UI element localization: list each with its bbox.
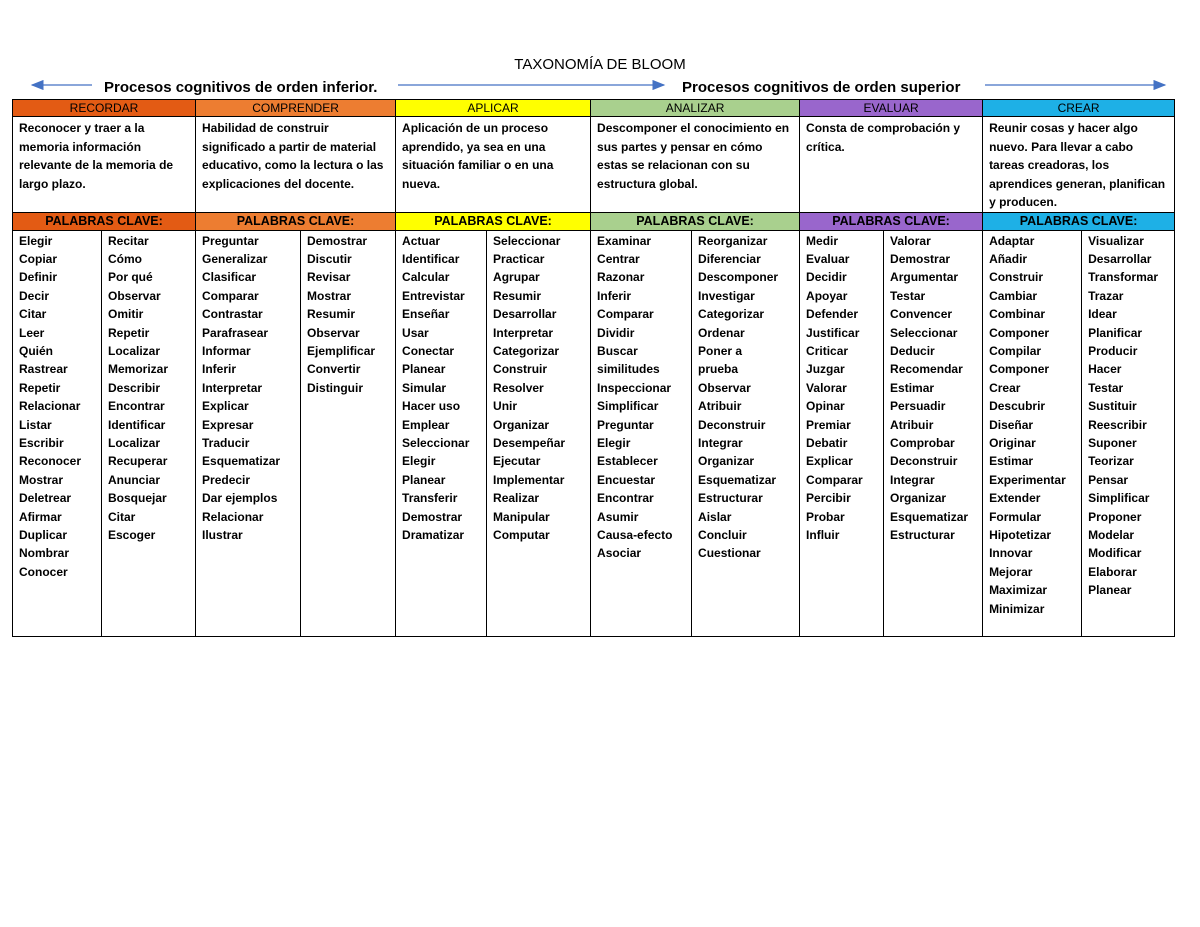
keyword-header-row xyxy=(13,212,1175,230)
lower-order-label: Procesos cognitivos de orden inferior. xyxy=(104,79,378,96)
keyword: Leer xyxy=(19,325,45,340)
keyword: Dar ejemplos xyxy=(202,491,278,506)
keyword: Simplificar xyxy=(1088,491,1150,506)
keyword: Planear xyxy=(402,362,446,377)
keyword: Componer xyxy=(989,362,1050,377)
keyword: Atribuir xyxy=(890,417,934,432)
keyword: Comprobar xyxy=(890,435,955,450)
keyword: Premiar xyxy=(806,417,851,432)
keyword: Enseñar xyxy=(402,307,450,322)
keywords-header-crear: PALABRAS CLAVE: xyxy=(983,212,1175,230)
keyword: Recitar xyxy=(108,233,149,248)
keyword: Ejemplificar xyxy=(307,343,376,358)
keyword: Comparar xyxy=(597,307,654,322)
keyword-list-recordar-col1 xyxy=(13,230,102,636)
category-header-row xyxy=(13,100,1175,117)
category-definition-recordar: Reconocer y traer a la memoria información relevante de la memoria de largo plazo. xyxy=(13,117,196,213)
keyword: Entrevistar xyxy=(402,288,465,303)
keyword-list-aplicar-col1 xyxy=(396,230,487,636)
keyword: Convencer xyxy=(890,307,953,322)
keyword: Cambiar xyxy=(989,288,1038,303)
keyword: Elegir xyxy=(402,454,436,469)
keyword: Identificar xyxy=(402,251,460,266)
keyword: Resolver xyxy=(493,380,544,395)
keyword: Convertir xyxy=(307,362,361,377)
page-title: TAXONOMÍA DE BLOOM xyxy=(514,56,686,73)
keyword: Parafrasear xyxy=(202,325,269,340)
keyword-list-recordar-col2 xyxy=(102,230,196,636)
keyword: Idear xyxy=(1088,307,1117,322)
keyword: Informar xyxy=(202,343,251,358)
keyword: Valorar xyxy=(806,380,847,395)
keyword: Desarrollar xyxy=(1088,251,1152,266)
keyword: Razonar xyxy=(597,270,645,285)
keyword: Planear xyxy=(402,472,446,487)
keyword: Transferir xyxy=(402,491,458,506)
keyword: Combinar xyxy=(989,307,1046,322)
keyword: Citar xyxy=(108,509,136,524)
keyword: Mejorar xyxy=(989,564,1033,579)
keyword: Estructurar xyxy=(698,491,763,506)
keyword: Relacionar xyxy=(19,399,81,414)
keyword: Organizar xyxy=(493,417,550,432)
keyword: Mostrar xyxy=(19,472,64,487)
keyword: Realizar xyxy=(493,491,540,506)
keyword: Esquematizar xyxy=(698,472,777,487)
keyword: Localizar xyxy=(108,343,161,358)
keyword-list-analizar-col2 xyxy=(692,230,800,636)
keyword: Por qué xyxy=(108,270,153,285)
keyword: Percibir xyxy=(806,491,851,506)
keyword: Modelar xyxy=(1088,528,1135,542)
keyword: Criticar xyxy=(806,343,849,358)
keyword: Computar xyxy=(493,528,550,542)
keyword: Diseñar xyxy=(989,417,1034,432)
keyword: Observar xyxy=(108,288,161,303)
keywords-header-aplicar: PALABRAS CLAVE: xyxy=(396,212,591,230)
keyword: Unir xyxy=(493,399,518,414)
keyword: Listar xyxy=(19,417,52,432)
keyword: Debatir xyxy=(806,435,848,450)
keyword: Afirmar xyxy=(19,509,62,524)
keyword: Comparar xyxy=(202,288,259,303)
category-header-comprender: COMPRENDER xyxy=(196,100,396,117)
keyword: prueba xyxy=(698,362,739,377)
keyword: Revisar xyxy=(307,270,351,285)
keyword: Bosquejar xyxy=(108,491,167,506)
keyword: Preguntar xyxy=(202,233,259,248)
keyword: Manipular xyxy=(493,509,550,524)
definition-row xyxy=(13,117,1175,213)
keyword: Influir xyxy=(806,528,840,542)
keyword: Ejecutar xyxy=(493,454,541,469)
keyword: Modificar xyxy=(1088,546,1142,561)
keyword: Categorizar xyxy=(698,307,765,322)
keyword: Rastrear xyxy=(19,362,68,377)
keyword: Actuar xyxy=(402,233,441,248)
keyword: Evaluar xyxy=(806,251,850,266)
keyword: Escoger xyxy=(108,528,156,542)
keyword: Elaborar xyxy=(1088,564,1137,579)
keyword: Investigar xyxy=(698,288,755,303)
keyword: Pensar xyxy=(1088,472,1129,487)
keyword: Estimar xyxy=(989,454,1034,469)
keyword-list-evaluar-col2 xyxy=(884,230,983,636)
keyword: Usar xyxy=(402,325,429,340)
keyword: Medir xyxy=(806,233,839,248)
keyword: Reorganizar xyxy=(698,233,768,248)
keyword: Integrar xyxy=(890,472,935,487)
keywords-header-comprender: PALABRAS CLAVE: xyxy=(196,212,396,230)
keywords-header-recordar: PALABRAS CLAVE: xyxy=(13,212,196,230)
keyword: Planificar xyxy=(1088,325,1143,340)
keyword: Elegir xyxy=(597,435,631,450)
keyword: Construir xyxy=(989,270,1044,285)
keyword: Reconocer xyxy=(19,454,82,469)
keyword: Contrastar xyxy=(202,307,263,322)
keyword: Demostrar xyxy=(307,233,368,248)
keyword-list-crear-col1 xyxy=(983,230,1082,636)
keyword: Inspeccionar xyxy=(597,380,672,395)
keyword: Demostrar xyxy=(402,509,463,524)
keyword: Identificar xyxy=(108,417,166,432)
keyword: Defender xyxy=(806,307,859,322)
keyword: Simular xyxy=(402,380,447,395)
category-definition-evaluar: Consta de comprobación y crítica. xyxy=(800,117,983,213)
keyword: Concluir xyxy=(698,528,747,542)
keyword: Cómo xyxy=(108,251,142,266)
keyword: Transformar xyxy=(1088,270,1159,285)
keyword: Interpretar xyxy=(493,325,554,340)
keyword: Innovar xyxy=(989,546,1033,561)
keyword: Minimizar xyxy=(989,601,1045,616)
keyword: Maximizar xyxy=(989,583,1048,598)
keyword: Visualizar xyxy=(1088,233,1144,248)
keyword: Esquematizar xyxy=(890,509,969,524)
category-header-crear: CREAR xyxy=(983,100,1175,117)
keyword: Formular xyxy=(989,509,1042,524)
keyword: Comparar xyxy=(806,472,863,487)
keyword: Añadir xyxy=(989,251,1028,266)
keyword: Inferir xyxy=(597,288,632,303)
keyword: Seleccionar xyxy=(890,325,958,340)
keyword: Emplear xyxy=(402,417,450,432)
keyword: Organizar xyxy=(890,491,947,506)
keyword: Integrar xyxy=(698,435,743,450)
keyword: Describir xyxy=(108,380,161,395)
keyword: Justificar xyxy=(806,325,860,340)
keyword: Apoyar xyxy=(806,288,848,303)
keyword: Expresar xyxy=(202,417,254,432)
keyword-list-row xyxy=(13,230,1175,636)
category-definition-comprender: Habilidad de construir significado a partir de material educativo, como la lectura o las explicaciones del docente. xyxy=(196,117,396,213)
keyword: Estructurar xyxy=(890,528,955,542)
keyword: Dividir xyxy=(597,325,635,340)
keyword: Practicar xyxy=(493,251,545,266)
keyword: Ordenar xyxy=(698,325,745,340)
keyword: Probar xyxy=(806,509,845,524)
keyword: Persuadir xyxy=(890,399,946,414)
keyword-list-evaluar-col1 xyxy=(800,230,884,636)
keyword: Preguntar xyxy=(597,417,654,432)
keyword: Hacer uso xyxy=(402,399,461,414)
category-definition-aplicar: Aplicación de un proceso aprendido, ya sea en una situación familiar o en una nueva. xyxy=(396,117,591,213)
keyword: Discutir xyxy=(307,251,352,266)
keyword-list-analizar-col1 xyxy=(591,230,692,636)
keyword: Inferir xyxy=(202,362,237,377)
keyword: Deducir xyxy=(890,343,935,358)
category-definition-analizar: Descomponer el conocimiento en sus partes y pensar en cómo estas se relacionan con su estructura global. xyxy=(591,117,800,213)
keyword: Anunciar xyxy=(108,472,161,487)
keyword: Relacionar xyxy=(202,509,264,524)
keyword: Teorizar xyxy=(1088,454,1134,469)
keyword: Examinar xyxy=(597,233,652,248)
keyword: Recomendar xyxy=(890,362,963,377)
keyword: Localizar xyxy=(108,435,161,450)
higher-order-label: Procesos cognitivos de orden superior xyxy=(682,79,961,96)
keyword: Atribuir xyxy=(698,399,742,414)
keyword: Encontrar xyxy=(597,491,654,506)
keyword: Interpretar xyxy=(202,380,263,395)
keyword: Establecer xyxy=(597,454,658,469)
keyword-list-crear-col2 xyxy=(1082,230,1175,636)
process-arrows xyxy=(0,78,1200,98)
keyword: Ilustrar xyxy=(202,528,243,542)
keyword-list-comprender-col1 xyxy=(196,230,301,636)
keyword: Trazar xyxy=(1088,288,1124,303)
keyword: Producir xyxy=(1088,343,1138,358)
keyword: Decidir xyxy=(806,270,847,285)
keyword: Buscar xyxy=(597,343,638,358)
keyword: Conectar xyxy=(402,343,455,358)
keyword: Aislar xyxy=(698,509,732,524)
keyword: Resumir xyxy=(307,307,356,322)
keyword: Opinar xyxy=(806,399,845,414)
keyword: similitudes xyxy=(597,362,660,377)
keyword: Traducir xyxy=(202,435,250,450)
keyword: Copiar xyxy=(19,251,58,266)
keyword: Desarrollar xyxy=(493,307,557,322)
keyword: Citar xyxy=(19,307,47,322)
keywords-header-analizar: PALABRAS CLAVE: xyxy=(591,212,800,230)
keyword: Extender xyxy=(989,491,1041,506)
keyword: Deconstruir xyxy=(698,417,766,432)
category-definition-crear: Reunir cosas y hacer algo nuevo. Para llevar a cabo tareas creadoras, los aprendices generan, planifican y producen. xyxy=(983,117,1175,213)
category-header-aplicar: APLICAR xyxy=(396,100,591,117)
keyword: Escribir xyxy=(19,435,64,450)
keyword: Memorizar xyxy=(108,362,169,377)
keyword: Suponer xyxy=(1088,435,1137,450)
keyword: Estimar xyxy=(890,380,935,395)
keyword: Encontrar xyxy=(108,399,165,414)
keyword: Observar xyxy=(698,380,751,395)
keyword: Encuestar xyxy=(597,472,656,487)
keyword: Repetir xyxy=(108,325,150,340)
keywords-header-evaluar: PALABRAS CLAVE: xyxy=(800,212,983,230)
category-header-evaluar: EVALUAR xyxy=(800,100,983,117)
keyword: Definir xyxy=(19,270,58,285)
keyword: Elegir xyxy=(19,233,53,248)
keyword: Observar xyxy=(307,325,360,340)
keyword: Sustituir xyxy=(1088,399,1137,414)
keyword: Decir xyxy=(19,288,50,303)
keyword: Simplificar xyxy=(597,399,659,414)
keyword: Hipotetizar xyxy=(989,528,1052,542)
keyword: Generalizar xyxy=(202,251,268,266)
keyword: Construir xyxy=(493,362,548,377)
keyword: Nombrar xyxy=(19,546,70,561)
keyword: Implementar xyxy=(493,472,565,487)
keyword: Mostrar xyxy=(307,288,352,303)
category-header-recordar: RECORDAR xyxy=(13,100,196,117)
keyword: Agrupar xyxy=(493,270,540,285)
keyword: Descubrir xyxy=(989,399,1046,414)
keyword: Recuperar xyxy=(108,454,168,469)
keyword-list-comprender-col2 xyxy=(301,230,396,636)
keyword: Omitir xyxy=(108,307,144,322)
keyword: Repetir xyxy=(19,380,61,395)
keyword: Conocer xyxy=(19,564,68,579)
keyword: Originar xyxy=(989,435,1036,450)
keyword: Causa-efecto xyxy=(597,528,673,542)
keyword: Testar xyxy=(1088,380,1124,395)
keyword: Reescribir xyxy=(1088,417,1147,432)
keyword: Hacer xyxy=(1088,362,1122,377)
keyword: Centrar xyxy=(597,251,640,266)
keyword: Proponer xyxy=(1088,509,1142,524)
bloom-table xyxy=(12,99,1175,637)
keyword: Adaptar xyxy=(989,233,1035,248)
keyword: Descomponer xyxy=(698,270,779,285)
keyword: Deletrear xyxy=(19,491,72,506)
keyword: Demostrar xyxy=(890,251,951,266)
keyword: Dramatizar xyxy=(402,528,465,542)
keyword: Categorizar xyxy=(493,343,560,358)
keyword: Resumir xyxy=(493,288,542,303)
keyword: Asociar xyxy=(597,546,642,561)
keyword: Componer xyxy=(989,325,1050,340)
keyword: Asumir xyxy=(597,509,639,524)
keyword: Quién xyxy=(19,343,54,358)
keyword: Distinguir xyxy=(307,380,364,395)
keyword: Deconstruir xyxy=(890,454,958,469)
keyword: Argumentar xyxy=(890,270,959,285)
keyword: Organizar xyxy=(698,454,755,469)
keyword: Diferenciar xyxy=(698,251,761,266)
keyword-list-aplicar-col2 xyxy=(487,230,591,636)
keyword: Planear xyxy=(1088,583,1132,598)
keyword: Cuestionar xyxy=(698,546,761,561)
category-header-analizar: ANALIZAR xyxy=(591,100,800,117)
keyword: Crear xyxy=(989,380,1021,395)
keyword: Calcular xyxy=(402,270,450,285)
keyword: Explicar xyxy=(202,399,249,414)
keyword: Seleccionar xyxy=(402,435,470,450)
keyword: Valorar xyxy=(890,233,931,248)
keyword: Juzgar xyxy=(806,362,845,377)
keyword: Esquematizar xyxy=(202,454,281,469)
keyword: Seleccionar xyxy=(493,233,561,248)
keyword: Explicar xyxy=(806,454,853,469)
keyword: Experimentar xyxy=(989,472,1066,487)
keyword: Poner a xyxy=(698,343,743,358)
keyword: Compilar xyxy=(989,343,1042,358)
keyword: Clasificar xyxy=(202,270,257,285)
keyword: Desempeñar xyxy=(493,435,566,450)
keyword: Predecir xyxy=(202,472,251,487)
keyword: Testar xyxy=(890,288,926,303)
keyword: Duplicar xyxy=(19,528,68,542)
